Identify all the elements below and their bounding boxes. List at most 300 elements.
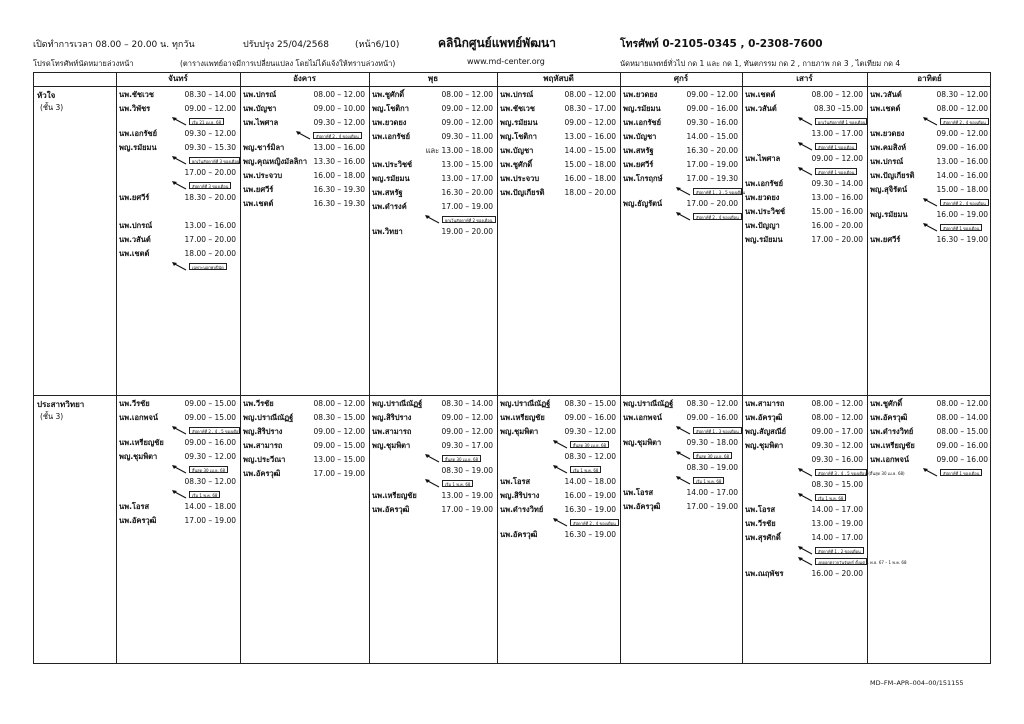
- schedule-note: สัปดาห์ที่ 2 , 4 ของเดือน: [940, 199, 989, 206]
- doctor-name: นพ.ชูศักดิ์: [500, 160, 533, 169]
- schedule-note: เริ่ม 1 พ.ค. 68: [815, 494, 846, 501]
- doctor-name: นพ.โอรส: [500, 477, 531, 486]
- doctor-name: นพ.สหรัฐ: [623, 146, 654, 155]
- session-time: 14.00 – 17.00: [811, 505, 863, 514]
- schedule-note: สัปดาห์ที่ 2 , 4 ของเดือน: [693, 213, 742, 220]
- note-arrow-icon: [675, 450, 691, 460]
- section-name: หัวใจ: [37, 91, 56, 100]
- session-time: 09.30 – 17.00: [441, 441, 493, 450]
- doctor-name: พญ.โชติกา: [372, 104, 409, 113]
- doctor-entry: [745, 568, 863, 580]
- session-time: 09.30 – 12.00: [564, 427, 616, 436]
- session-time: 09.00 – 12.00: [936, 129, 988, 138]
- note-arrow-icon: [797, 116, 813, 126]
- doctor-name: นพ.อัครวุฒิ: [500, 530, 538, 539]
- note-arrow-icon: [552, 464, 568, 474]
- doctor-entry: [243, 440, 365, 452]
- column-divider: [620, 73, 621, 663]
- note-arrow-icon: [797, 545, 813, 555]
- doctor-entry: [372, 131, 493, 143]
- doctor-name: นพ.ดำรงค์: [372, 202, 407, 211]
- session-time: 09.00 – 15.00: [313, 441, 365, 450]
- session-time: 08.30 – 15.00: [313, 413, 365, 422]
- doctor-entry: [623, 117, 738, 129]
- session-time: 17.00 – 20.00: [184, 168, 236, 177]
- session-time: 09.30 – 16.00: [811, 455, 863, 464]
- schedule-note: ยกเว้นสัปดาห์ที่ 2 ของเดือน: [442, 216, 496, 223]
- session-time: 09.30 – 15.30: [184, 143, 236, 152]
- session-time: 09.30 – 11.00: [441, 132, 493, 141]
- note-arrow-icon: [171, 464, 187, 474]
- doctor-entry: [243, 170, 365, 182]
- row-divider: [34, 86, 990, 87]
- session-time: 16.00 – 18.00: [313, 171, 365, 180]
- doctor-name: พญ.ปราณีณัฏฐ์: [500, 399, 551, 408]
- doctor-name: นพ.เชตต์: [870, 104, 901, 113]
- doctor-entry: [870, 398, 988, 410]
- session-time: 17.00 – 19.00: [184, 516, 236, 525]
- website[interactable]: www.md-center.org: [467, 57, 545, 66]
- doctor-entry: [243, 412, 365, 424]
- session-time: 15.00 – 18.00: [936, 185, 988, 194]
- doctor-entry: [745, 398, 863, 410]
- doctor-entry: [119, 142, 236, 154]
- updated-date: ปรับปรุง 25/04/2568: [243, 40, 329, 50]
- doctor-entry: [119, 103, 236, 115]
- note-arrow-icon: [797, 467, 813, 477]
- schedule-note: สัปดาห์ที่ 1 ของเดือน: [940, 224, 982, 231]
- doctor-entry: [500, 187, 616, 199]
- section-floor: (ชั้น 3): [40, 103, 64, 112]
- doctor-entry: [243, 398, 365, 410]
- doctor-entry: [745, 220, 863, 232]
- doctor-name: พญ.ชุมพิตา: [372, 441, 411, 450]
- doctor-entry: [500, 173, 616, 185]
- doctor-name: พญ.สัญสณีย์: [745, 427, 787, 436]
- session-time: 14.00 – 17.00: [686, 488, 738, 497]
- doctor-entry: [745, 426, 863, 438]
- note-arrow-icon: [922, 197, 938, 207]
- session-time: 14.00 – 18.00: [184, 502, 236, 511]
- doctor-entry: [870, 170, 988, 182]
- doctor-entry: [119, 501, 236, 513]
- session-time: 18.00 – 20.00: [184, 249, 236, 258]
- doctor-entry: [372, 426, 493, 438]
- session-time: 16.00 – 20.00: [811, 569, 863, 578]
- doctor-entry: [623, 501, 738, 513]
- day-header: ศุกร์: [673, 74, 689, 83]
- session-time: 09.00 – 12.00: [441, 427, 493, 436]
- schedule-note: สัปดาห์ที่ 3 ของเดือน: [189, 182, 231, 189]
- session-time: 08.30 – 15.00: [564, 399, 616, 408]
- session-time: 09.00 – 12.00: [184, 104, 236, 113]
- session-time: 13.00 – 16.00: [564, 132, 616, 141]
- session-time: 13.30 – 16.00: [313, 157, 365, 166]
- schedule-note: สัปดาห์ที่ 3 , 4 , 5 ของเดือน (สิ้นสุด 30 เม.ย. 68): [815, 469, 867, 476]
- doctor-name: นพ.ยวดยง: [623, 90, 658, 99]
- session-time: 08.30 –15.00: [813, 104, 863, 113]
- schedule-note: เริ่ม 1 พ.ค. 68: [442, 480, 473, 487]
- doctor-entry: [243, 103, 365, 115]
- doctor-name: นพ.วีรชัย: [745, 519, 776, 528]
- note-arrow-icon: [424, 214, 440, 224]
- session-time: 17.00 – 19.00: [441, 505, 493, 514]
- session-time: 17.00 – 20.00: [686, 199, 738, 208]
- doctor-entry: [745, 178, 863, 190]
- session-time: 09.00 – 16.00: [936, 455, 988, 464]
- doctor-entry: [870, 412, 988, 424]
- doctor-name: พญ.ชุมพิตา: [623, 438, 662, 447]
- session-time: 09.30 – 12.00: [184, 129, 236, 138]
- session-time: 09.00 – 16.00: [686, 413, 738, 422]
- session-time: 08.30 – 19.00: [441, 466, 493, 475]
- session-time: 08.00 – 12.00: [313, 90, 365, 99]
- session-time: 09.00 – 16.00: [564, 413, 616, 422]
- doctor-entry: [870, 426, 988, 438]
- doctor-name: พญ.คุณหญิงมัลลิกา: [243, 157, 308, 166]
- schedule-note: สัปดาห์ที่ 1 ของเดือน: [940, 469, 982, 476]
- doctor-name: พญ.ชุมพิตา: [500, 427, 539, 436]
- session-time: 13.00 – 19.00: [811, 519, 863, 528]
- note-arrow-icon: [922, 222, 938, 232]
- session-time: 18.30 – 20.00: [184, 193, 236, 202]
- doctor-name: นพ.ปกรณ์: [119, 221, 153, 230]
- session-time: 09.30 – 16.00: [686, 118, 738, 127]
- schedule-note: สัปดาห์ที่ 2 , 4 ของเดือน: [313, 132, 362, 139]
- doctor-entry: [870, 142, 988, 154]
- doctor-name: นพ.เชตต์: [745, 90, 776, 99]
- session-time: 14.00 – 15.00: [686, 132, 738, 141]
- doctor-name: นพ.ปกรณ์: [243, 90, 277, 99]
- doctor-name: นพ.วสันต์: [745, 104, 777, 113]
- note-arrow-icon: [675, 211, 691, 221]
- doctor-entry: [870, 103, 988, 115]
- schedule-note: สิ้นสุด 30 เม.ย. 68: [442, 455, 481, 462]
- session-time: 08.00 – 12.00: [936, 399, 988, 408]
- doctor-entry: [119, 398, 236, 410]
- session-time: 09.00 – 12.00: [811, 154, 863, 163]
- doctor-entry: [119, 437, 236, 449]
- doctor-name: นพ.อัครวุฒิ: [745, 413, 783, 422]
- doctor-entry: [870, 440, 988, 452]
- note-arrow-icon: [171, 155, 187, 165]
- doctor-name: นพ.โอรส: [119, 502, 150, 511]
- clinic-name: คลินิกศูนย์แพทย์พัฒนา: [438, 36, 556, 50]
- doctor-entry: [500, 398, 616, 410]
- doctor-name: นพ.บัญชา: [243, 104, 277, 113]
- doctor-entry: [243, 468, 365, 480]
- doctor-name: พญ.ปราณีณัฏฐ์: [623, 399, 674, 408]
- session-time: 09.00 – 12.00: [441, 104, 493, 113]
- doctor-entry: [623, 103, 738, 115]
- session-time: 08.00 – 14.00: [936, 413, 988, 422]
- doctor-name: นพ.อัครวุฒิ: [372, 505, 410, 514]
- schedule-note: สัปดาห์ที่ 1 , 3 , 5 ของเดือน: [693, 188, 742, 195]
- session-time: 09.30 – 12.00: [184, 452, 236, 461]
- doctor-entry: [870, 234, 988, 246]
- session-time: 13.00 – 16.00: [811, 193, 863, 202]
- doctor-name: พญ.ธัญรัตน์: [623, 199, 663, 208]
- session-time: 08.30 – 14.00: [184, 90, 236, 99]
- session-time: 13.00 – 19.00: [441, 491, 493, 500]
- doctor-entry: [372, 440, 493, 452]
- doctor-name: พญ.สิริปราง: [372, 413, 412, 422]
- doctor-entry: [623, 487, 738, 499]
- column-divider: [497, 73, 498, 663]
- doctor-name: พญ.รมัยมน: [623, 104, 661, 113]
- doctor-entry: [623, 159, 738, 171]
- doctor-entry: [745, 234, 863, 246]
- doctor-entry: [243, 142, 365, 154]
- doctor-entry: [745, 206, 863, 218]
- doctor-entry: [372, 145, 493, 157]
- document-id: MD–FM–APR–004–00/151155: [870, 679, 964, 687]
- doctor-name: พญ.ประวีณา: [243, 455, 286, 464]
- schedule-table: [33, 72, 991, 664]
- session-time: 09.00 – 12.00: [441, 118, 493, 127]
- doctor-entry: [372, 226, 493, 238]
- doctor-name: นพ.วิพัชร: [119, 104, 151, 113]
- note-arrow-icon: [797, 141, 813, 151]
- doctor-name: นพ.ประจวบ: [500, 174, 540, 183]
- note-arrow-icon: [171, 425, 187, 435]
- doctor-entry: [745, 89, 863, 101]
- doctor-name: นพ.ชูศักดิ์: [870, 399, 903, 408]
- doctor-name: นพ.ยวดยง: [745, 193, 780, 202]
- doctor-entry: [243, 156, 365, 168]
- doctor-entry: [372, 412, 493, 424]
- doctor-entry: [500, 103, 616, 115]
- session-time: 09.00 – 15.00: [184, 413, 236, 422]
- doctor-name: นพ.อัครวุฒิ: [623, 502, 661, 511]
- session-time: 08.00 – 12.00: [936, 104, 988, 113]
- schedule-note: เริ่ม 1 พ.ค. 68: [570, 466, 601, 473]
- doctor-entry: [745, 412, 863, 424]
- day-header: จันทร์: [168, 74, 188, 83]
- doctor-name: นพ.ปกรณ์: [870, 157, 904, 166]
- doctor-name: พญ.รมัยมน: [500, 118, 538, 127]
- doctor-name: นพ.ไพศาล: [243, 118, 279, 127]
- doctor-name: นพ.ปัญเกียรติ: [870, 171, 915, 180]
- doctor-entry: [623, 145, 738, 157]
- doctor-name: นพ.อัครวุฒิ: [870, 413, 908, 422]
- doctor-entry: [372, 117, 493, 129]
- doctor-name: นพ.เหรียญชัย: [372, 491, 417, 500]
- doctor-entry: [623, 131, 738, 143]
- doctor-name: นพ.ชัชเวช: [119, 90, 154, 99]
- session-time: 17.00 – 19.00: [686, 502, 738, 511]
- note-arrow-icon: [797, 556, 813, 566]
- session-time: 17.00 – 20.00: [811, 235, 863, 244]
- session-time: 08.00 – 12.00: [313, 399, 365, 408]
- doctor-entry: [500, 159, 616, 171]
- schedule-note: สัปดาห์ที่ 1 , 3 ของเดือน: [693, 427, 742, 434]
- session-time: 16.30 – 20.00: [686, 146, 738, 155]
- session-time: 08.30 – 19.00: [686, 463, 738, 472]
- session-time: 16.30 – 19.00: [564, 530, 616, 539]
- doctor-entry: [745, 454, 863, 466]
- doctor-entry: [119, 234, 236, 246]
- doctor-name: นพ.ยศวีร์: [623, 160, 654, 169]
- session-time: 14.00 – 15.00: [564, 146, 616, 155]
- doctor-name: พญ.ชุมพิตา: [119, 452, 158, 461]
- doctor-entry: [243, 454, 365, 466]
- doctor-name: นพ.ปัญญา: [745, 221, 780, 230]
- call-ahead-note: โปรดโทรศัพท์นัดหมายล่วงหน้า: [33, 59, 134, 68]
- doctor-entry: [119, 206, 236, 218]
- session-time: 08.30 – 12.00: [184, 477, 236, 486]
- note-arrow-icon: [424, 478, 440, 488]
- session-time: 09.30 – 12.00: [811, 441, 863, 450]
- doctor-name: นพ.ประจวบ: [243, 171, 283, 180]
- session-time: 09.00 – 12.00: [441, 413, 493, 422]
- doctor-entry: [372, 103, 493, 115]
- day-header: พฤหัสบดี: [543, 74, 574, 83]
- doctor-entry: [243, 198, 365, 210]
- doctor-name: นพ.เหรียญชัย: [500, 413, 545, 422]
- doctor-entry: [243, 426, 365, 438]
- session-time: 13.00 – 16.00: [313, 143, 365, 152]
- session-time: 08.30 – 17.00: [564, 104, 616, 113]
- doctor-entry: [623, 89, 738, 101]
- doctor-name: นพ.เอกรัชย์: [623, 118, 662, 127]
- schedule-note: เริ่ม 1 พ.ค. 68: [693, 477, 724, 484]
- doctor-entry: [500, 476, 616, 488]
- session-time: 16.30 – 19.30: [313, 199, 365, 208]
- section-name: ประสาทวิทยา: [37, 400, 85, 409]
- doctor-entry: [500, 426, 616, 438]
- doctor-name: นพ.เอกรัชย์: [745, 179, 784, 188]
- doctor-entry: [500, 451, 616, 463]
- doctor-entry: [745, 103, 863, 115]
- session-time: 14.00 – 16.00: [936, 171, 988, 180]
- note-arrow-icon: [922, 467, 938, 477]
- doctor-name: พญ.สิริปราง: [243, 427, 283, 436]
- session-time: 08.30 – 15.00: [811, 480, 863, 489]
- session-time: 16.30 – 19.00: [564, 505, 616, 514]
- schedule-note: สัปดาห์ที่ 2 , 4 ของเดือน: [570, 519, 619, 526]
- doctor-name: นพ.ณฤพัชร: [745, 569, 784, 578]
- doctor-entry: [500, 529, 616, 541]
- doctor-entry: [372, 173, 493, 185]
- schedule-note: เฉพาะนอกพบปีนัด: [189, 263, 227, 270]
- note-arrow-icon: [922, 116, 938, 126]
- session-time: 09.30 – 12.00: [313, 118, 365, 127]
- doctor-name: นพ.เอกรัชย์: [372, 132, 411, 141]
- doctor-name: นพ.เหรียญชัย: [119, 438, 164, 447]
- doctor-entry: [745, 128, 863, 140]
- doctor-name: นพ.อัครวุฒิ: [243, 469, 281, 478]
- session-time: 08.00 – 12.00: [564, 90, 616, 99]
- column-divider: [742, 73, 743, 663]
- doctor-name: นพ.เอกพจน์: [119, 413, 158, 422]
- doctor-name: นพ.เอกพจน์: [870, 455, 909, 464]
- schedule-note: งดออกตรวจวันจันทร์ ตั้งแต่ 1 พ.ย. 67 – 1 พ.ค. 68: [815, 558, 867, 565]
- session-time: 16.00 – 18.00: [564, 174, 616, 183]
- doctor-entry: [500, 89, 616, 101]
- session-time: 17.00 – 19.00: [441, 202, 493, 211]
- day-header: อังคาร: [293, 74, 316, 83]
- note-arrow-icon: [171, 489, 187, 499]
- doctor-entry: [119, 412, 236, 424]
- doctor-entry: [870, 156, 988, 168]
- doctor-name: พญ.ปราณีณัฏฐ์: [243, 413, 294, 422]
- doctor-entry: [623, 398, 738, 410]
- session-time: 17.00 – 19.30: [686, 174, 738, 183]
- doctor-name: พญ.ชาร์มิลา: [243, 143, 285, 152]
- doctor-name: นพ.โอรส: [623, 488, 654, 497]
- note-arrow-icon: [171, 116, 187, 126]
- doctor-name: นพ.เชตต์: [119, 249, 150, 258]
- note-arrow-icon: [171, 180, 187, 190]
- session-time: 09.00 – 16.00: [936, 143, 988, 152]
- doctor-name: พญ.ปราณีณัฏฐ์: [372, 399, 423, 408]
- doctor-entry: [623, 173, 738, 185]
- doctor-entry: [870, 128, 988, 140]
- doctor-entry: [119, 128, 236, 140]
- doctor-name: นพ.บัญชา: [500, 146, 534, 155]
- doctor-name: นพ.สามารถ: [745, 399, 785, 408]
- doctor-entry: [243, 89, 365, 101]
- session-time: 16.30 – 20.00: [441, 188, 493, 197]
- doctor-entry: [372, 465, 493, 477]
- doctor-name: พญ.รมัยมน: [372, 174, 410, 183]
- session-time: 09.00 – 15.00: [184, 399, 236, 408]
- doctor-name: นพ.เอกพจน์: [623, 413, 662, 422]
- session-time: 09.00 – 16.00: [686, 104, 738, 113]
- doctor-name: นพ.วสันต์: [119, 235, 151, 244]
- doctor-name: นพ.ชัชเวช: [500, 104, 535, 113]
- doctor-name: นพ.คมสิงห์: [870, 143, 907, 152]
- schedule-note: สิ้นสุด 30 เม.ย. 68: [189, 466, 228, 473]
- section-floor: (ชั้น 3): [40, 412, 64, 421]
- doctor-entry: [243, 184, 365, 196]
- session-time: 17.00 – 20.00: [184, 235, 236, 244]
- doctor-entry: [372, 89, 493, 101]
- session-time: 08.00 – 15.00: [936, 427, 988, 436]
- doctor-entry: [372, 159, 493, 171]
- doctor-entry: [119, 192, 236, 204]
- schedule-note: เริ่ม 21 เม.ย. 68: [189, 118, 224, 125]
- doctor-entry: [500, 131, 616, 143]
- session-time: 15.00 – 18.00: [564, 160, 616, 169]
- note-arrow-icon: [552, 517, 568, 527]
- doctor-name: นพ.ยศวีร์: [870, 235, 901, 244]
- note-arrow-icon: [675, 186, 691, 196]
- session-time: 13.00 – 15.00: [313, 455, 365, 464]
- doctor-name: พญ.รมัยมน: [745, 235, 783, 244]
- doctor-name: นพ.ยศวีร์: [243, 185, 274, 194]
- opening-hours: เปิดทำการเวลา 08.00 – 20.00 น. ทุกวัน: [33, 40, 195, 50]
- doctor-entry: [372, 504, 493, 516]
- doctor-name: นพ.ประวิชช์: [745, 207, 786, 216]
- doctor-entry: [623, 198, 738, 210]
- doctor-entry: [745, 192, 863, 204]
- session-time: 09.00 – 16.00: [184, 438, 236, 447]
- session-time: 17.00 – 19.00: [313, 469, 365, 478]
- session-time: 08.00 – 12.00: [811, 413, 863, 422]
- schedule-note: สัปดาห์ที่ 1 ของเดือน: [815, 168, 857, 175]
- doctor-entry: [119, 248, 236, 260]
- session-time: 08.30 – 12.00: [936, 90, 988, 99]
- schedule-note: สิ้นสุด 30 เม.ย. 68: [570, 441, 609, 448]
- doctor-entry: [119, 220, 236, 232]
- note-arrow-icon: [797, 492, 813, 502]
- doctor-entry: [500, 412, 616, 424]
- column-divider: [240, 73, 241, 663]
- session-time: และ 13.00 – 18.00: [425, 146, 493, 155]
- doctor-name: พญ.ชุมพิตา: [745, 441, 784, 450]
